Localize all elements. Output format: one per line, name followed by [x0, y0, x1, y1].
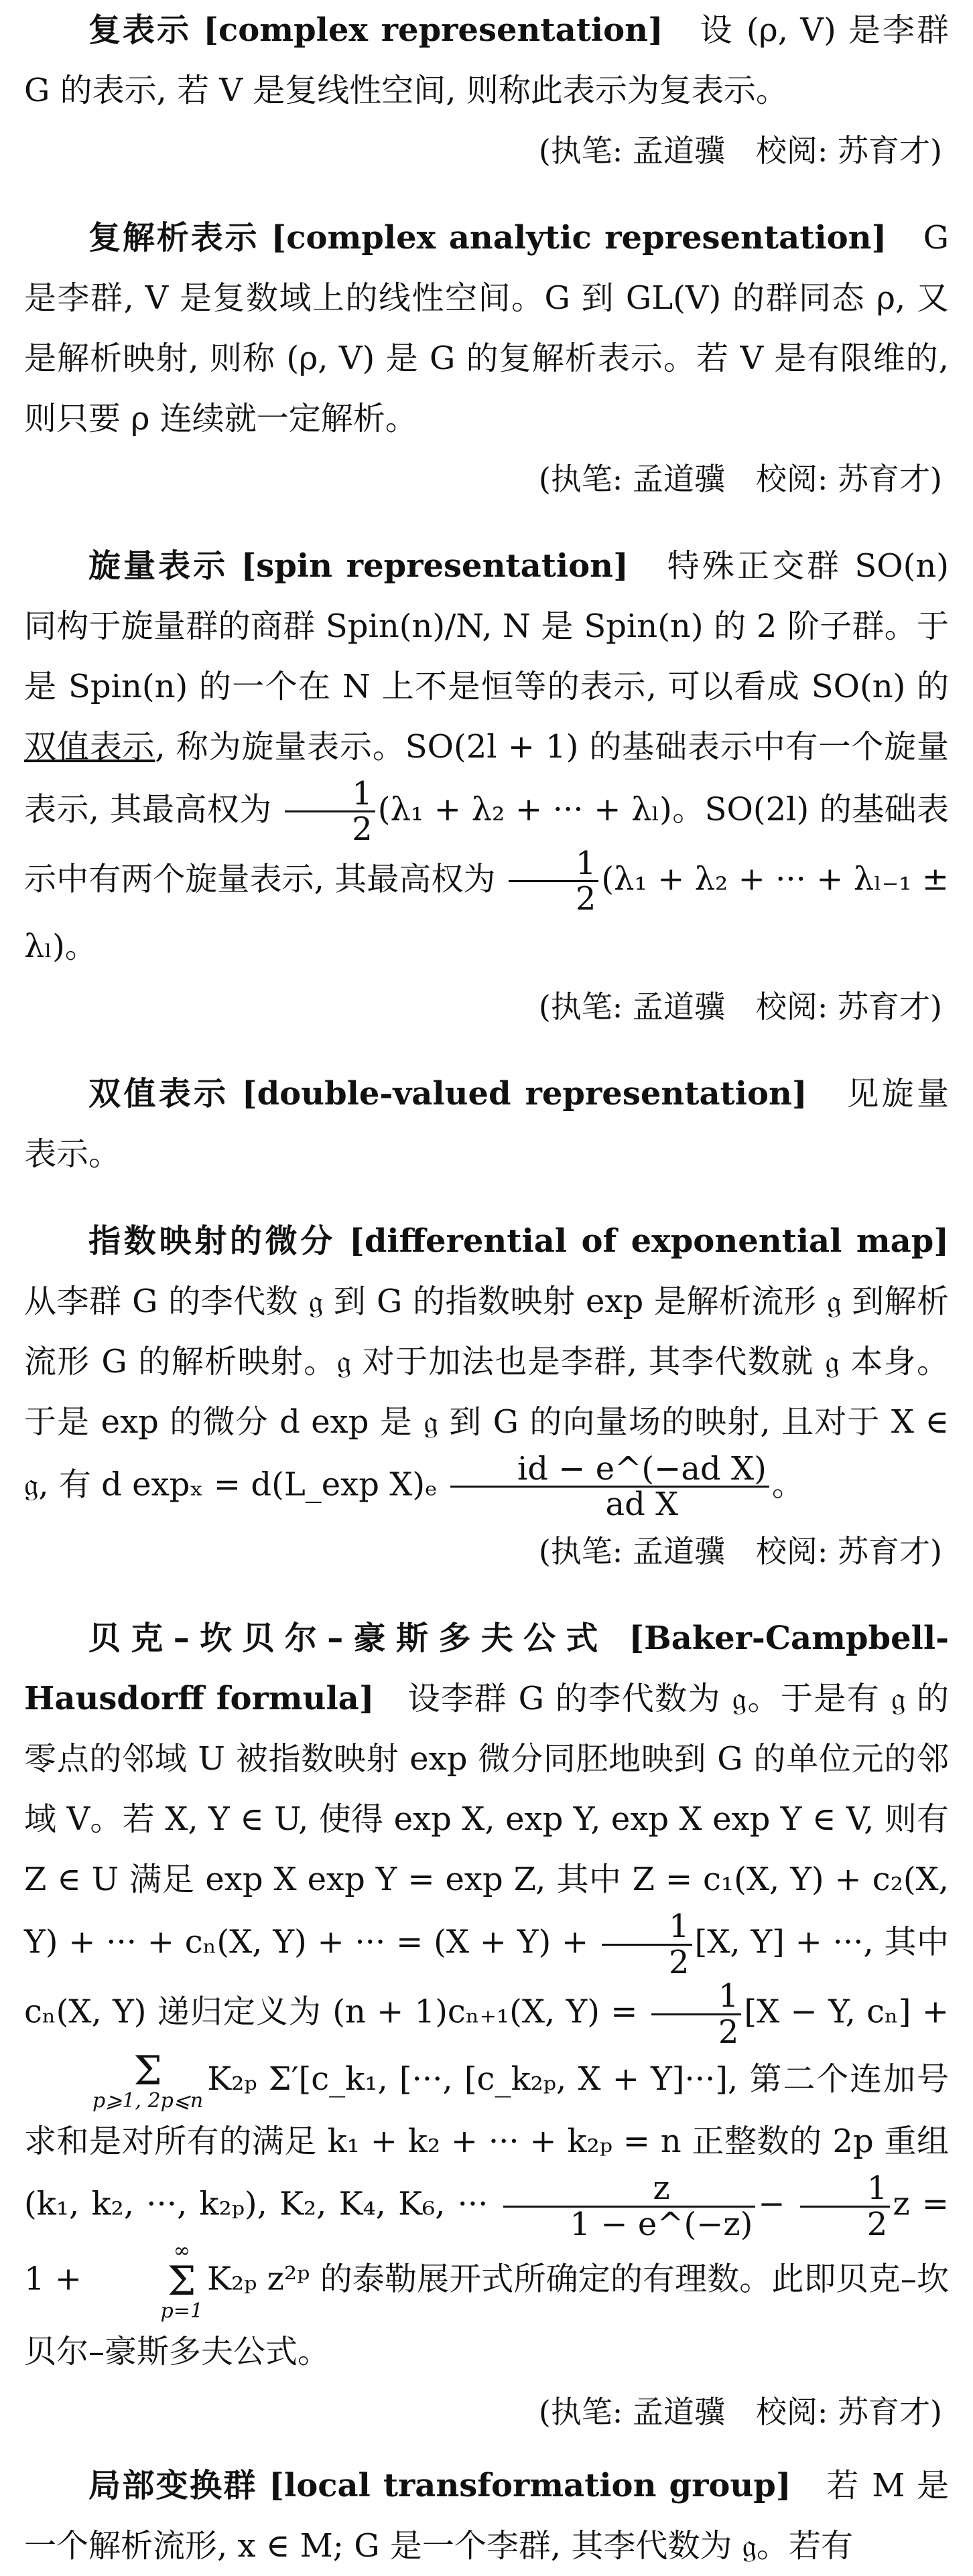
summation: ∞ Σ p=1: [160, 2239, 203, 2323]
entry-english-term: [complex analytic representation]: [271, 219, 887, 257]
entry-baker-campbell-hausdorff: [24, 1608, 949, 2442]
entry-body: 设李群 G 的李代数为 𝔤。于是有 𝔤 的零点的邻域 U 被指数映射 exp 微分同胚地映到 G 的单位元的邻域 V。若 X, Y ∈ U, 使得 exp X, exp Y, exp X exp Y ∈ V, 则有 Z ∈ U 满足 exp X exp Y = exp Z, 其中 Z = c₁(X, Y) + c₂(X, Y) + ··· + cₙ(X, Y) + ··· = (X + Y) +: [24, 1680, 950, 1961]
entry-credit: (执笔: 孟道骥 校阅: 苏育才): [538, 2394, 942, 2431]
entry-headword: 指数映射的微分: [88, 1222, 336, 1260]
entry-text: [24, 208, 949, 449]
entry-text: [24, 536, 949, 977]
entry-english-term: [differential of exponential map]: [349, 1222, 950, 1260]
entry-body: [X − Y, cₙ] +: [744, 1993, 949, 2031]
entry-credit: (执笔: 孟道骥 校阅: 苏育才): [538, 133, 942, 169]
entry-complex-analytic-representation: [24, 208, 949, 509]
entry-text: [24, 1064, 949, 1184]
entry-credit: (执笔: 孟道骥 校阅: 苏育才): [538, 1533, 942, 1570]
summation: Σ p⩾1, 2p⩽n: [92, 2048, 204, 2113]
entry-text: [24, 0, 949, 121]
entry-headword: 旋量表示: [88, 547, 229, 585]
entry-body: K₂ₚ z²ᵖ 的泰勒展开式所确定的有理数。此即贝克–坎贝尔–豪斯多夫公式。: [24, 2260, 950, 2371]
fraction: $\frac{\text{id − e\textasciicircum{}(−ad X)}}{\text{ad X}}$: [450, 1452, 769, 1522]
entry-headword: 复解析表示: [88, 219, 259, 257]
entry-body: 若 M 是一个解析流形, x ∈ M; G 是一个李群, 其李代数为 𝔤。若有: [24, 2467, 949, 2565]
entry-spin-representation: [24, 536, 949, 1037]
entry-headword: 贝克–坎贝尔–豪斯多夫公式: [88, 1620, 608, 1658]
entry-credit: (执笔: 孟道骥 校阅: 苏育才): [538, 461, 942, 497]
entry-body: , 称为旋量表示。SO(2l + 1) 的基础表示中有一个旋量表示, 其最高权为: [24, 728, 949, 829]
entry-body: 设 (ρ, V) 是李群 G 的表示, 若 V 是复线性空间, 则称此表示为复表示。: [24, 11, 949, 109]
entry-body: 。: [771, 1465, 804, 1503]
entry-english-term: [complex representation]: [203, 11, 663, 49]
entry-body: [X, Y] + ···, 其中 cₙ(X, Y) 递归定义为 (n + 1)cₙ₊₁(X, Y) =: [24, 1923, 949, 2031]
fraction: $\frac{1}{2}$: [285, 777, 375, 847]
fraction: $\frac{1}{2}$: [602, 1910, 692, 1979]
fraction: $\frac{z}{1 - e\^{}(-z)}$: [503, 2171, 756, 2241]
entry-text: [24, 1211, 949, 1522]
entry-english-term: [spin representation]: [241, 547, 629, 585]
entry-body: −: [758, 2185, 785, 2223]
entry-body: z = 1 +: [24, 2185, 949, 2298]
fraction: $\frac{1}{2}$: [509, 847, 599, 916]
entry-body: G 是李群, V 是复数域上的线性空间。G 到 GL(V) 的群同态 ρ, 又是解析映射, 则称 (ρ, V) 是 G 的复解析表示。若 V 是有限维的, 则只要 ρ 连续就一定解析。: [24, 219, 949, 437]
entry-text: [24, 1608, 949, 2382]
entry-body: 特殊正交群 SO(n) 同构于旋量群的商群 Spin(n)/N, N 是 Spin(n) 的 2 阶子群。于是 Spin(n) 的一个在 N 上不是恒等的表示, 可以看成 SO(n) 的: [24, 547, 949, 705]
entry-english-term: [local transformation group]: [269, 2467, 791, 2505]
entry-english-term: [Baker-Campbell-Hausdorff formula]: [24, 1620, 949, 1718]
entry-body: K₂ₚ Σ′[c_k₁, [···, [c_k₂ₚ, X + Y]···], 第二个连加号求和是对所有的满足 k₁ + k₂ + ··· + k₂ₚ = n 正整数的 2p 重组 (k₁, k₂, ···, k₂ₚ), K₂, K₄, K₆, ···: [24, 2060, 949, 2223]
entry-body: 见旋量表示。: [24, 1074, 949, 1173]
fraction: $\frac{1}{2}$: [800, 2171, 891, 2241]
entry-complex-representation: [24, 0, 949, 181]
cross-reference-link[interactable]: 双值表示: [24, 728, 155, 766]
entry-local-transformation-group: [24, 2455, 949, 2576]
entry-headword: 复表示: [88, 11, 192, 49]
entry-double-valued-representation: [24, 1064, 949, 1184]
entry-differential-exponential-map: [24, 1211, 949, 1582]
entry-text: [24, 2455, 949, 2576]
entry-headword: 双值表示: [88, 1074, 229, 1113]
entry-body: (λ₁ + λ₂ + ··· + λₗ₋₁ ± λₗ)。: [24, 860, 949, 965]
entry-body: 从李群 G 的李代数 𝔤 到 G 的指数映射 exp 是解析流形 𝔤 到解析流形 G 的解析映射。𝔤 对于加法也是李群, 其李代数就 𝔤 本身。于是 exp 的微分 d exp 是 𝔤 到 G 的向量场的映射, 且对于 X ∈ 𝔤, 有 d expₓ = d(L_exp X)ₑ: [24, 1282, 949, 1503]
entry-headword: 局部变换群: [88, 2467, 257, 2505]
entry-body: (λ₁ + λ₂ + ··· + λₗ)。SO(2l) 的基础表示中有两个旋量表示, 其最高权为: [24, 790, 949, 898]
entry-credit: (执笔: 孟道骥 校阅: 苏育才): [538, 988, 942, 1025]
entry-english-term: [double-valued representation]: [241, 1074, 807, 1113]
fraction: $\frac{1}{2}$: [651, 1979, 742, 2049]
